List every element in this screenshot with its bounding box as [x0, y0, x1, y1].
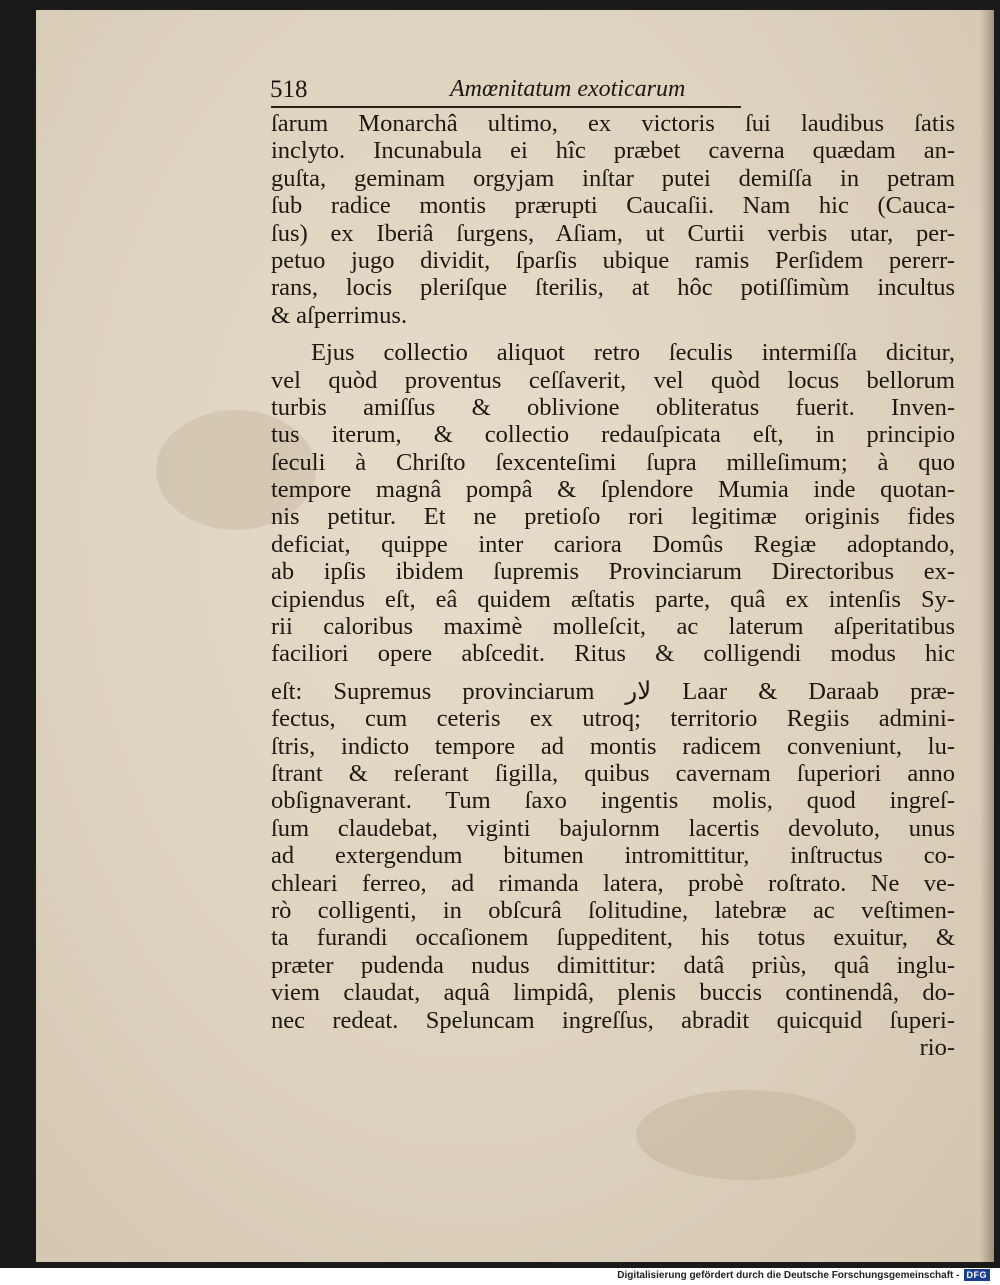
catchword: rio-	[919, 1033, 955, 1061]
text-line: turbis amiſſus & oblivione obliteratus fuerit. Inven-	[271, 393, 955, 421]
paper-stain	[636, 1090, 856, 1180]
text-line: obſignaverant. Tum ſaxo ingentis molis, quod ingreſ-	[271, 787, 955, 815]
body-text	[271, 110, 955, 1061]
text-line: petuo jugo dividit, ſparſis ubique ramis Perſidem pererr-	[271, 246, 955, 274]
header-rule	[271, 106, 741, 108]
text-line: cipiendus eſt, eâ quidem æſtatis parte, quâ ex intenſis Sy-	[271, 585, 955, 613]
text-line: tempore magnâ pompâ & ſplendore Mumia inde quotan-	[271, 476, 955, 504]
text-line: ſtrant & reſerant ſigilla, quibus cavernam ſuperiori anno	[271, 759, 955, 787]
text-line: ſeculi à Chriſto ſexcenteſimi ſupra milleſimum; à quo	[271, 448, 955, 476]
text-line: eſt: Supremus provinciarum لار Laar & Daraab præ-	[271, 677, 955, 705]
text-line: deficiat, quippe inter cariora Domûs Regiæ adoptando,	[271, 530, 955, 558]
text-line: tus iterum, & collectio redauſpicata eſt, in principio	[271, 421, 955, 449]
text-line: ſus) ex Iberiâ ſurgens, Aſiam, ut Curtii verbis utar, per-	[271, 219, 955, 247]
text-line: rans, locis pleriſque ſterilis, at hôc potiſſimùm incultus	[271, 274, 955, 302]
credit-text: Digitalisierung gefördert durch die Deutsche Forschungsgemeinschaft -	[617, 1269, 960, 1281]
text-line: rò colligenti, in obſcurâ ſolitudine, latebræ ac veſtimen-	[271, 896, 955, 924]
text-line: ſub radice montis prærupti Caucaſii. Nam hic (Cauca-	[271, 192, 955, 220]
text-line: fectus, cum ceteris ex utroq; territorio Regiis admini-	[271, 705, 955, 733]
running-header	[270, 72, 748, 106]
text-line: ſtris, indicto tempore ad montis radicem conveniunt, lu-	[271, 732, 955, 760]
running-title: Amœnitatum exoticarum	[450, 76, 686, 102]
text-line: ſarum Monarchâ ultimo, ex victoris ſui laudibus ſatis	[271, 110, 955, 137]
text-line: inclyto. Incunabula ei hîc præbet caverna quædam an-	[271, 137, 955, 165]
text-line: ad extergendum bitumen intromittitur, inſtructus co-	[271, 842, 955, 870]
text-line: viem claudat, aquâ limpidâ, plenis buccis continendâ, do-	[271, 979, 955, 1007]
text-line: guſta, geminam orgyjam inſtar putei demiſſa in petram	[271, 164, 955, 192]
text-line: præter pudenda nudus dimittitur: datâ priùs, quâ inglu-	[271, 951, 955, 979]
text-line: ab ipſis ibidem ſupremis Provinciarum Directoribus ex-	[271, 558, 955, 586]
text-line: vel quòd proventus ceſſaverit, vel quòd locus bellorum	[271, 366, 955, 394]
dfg-logo: DFG	[964, 1269, 991, 1281]
text-line: nis petitur. Et ne pretioſo rori legitimæ originis fides	[271, 503, 955, 531]
text-line: nec redeat. Speluncam ingreſſus, abradit quicquid ſuperi-	[271, 1006, 955, 1034]
text-line: ſum claudebat, viginti bajulornm lacertis devoluto, unus	[271, 814, 955, 842]
text-line: & aſperrimus.	[271, 301, 408, 329]
text-line: rii caloribus maximè molleſcit, ac laterum aſperitatibus	[271, 613, 955, 641]
page-gutter-shadow	[980, 10, 994, 1262]
page-number: 518	[270, 76, 308, 103]
paragraph-start-line: Ejus collectio aliquot retro ſeculis intermiſſa dicitur,	[311, 339, 955, 367]
digitization-credit	[617, 1269, 990, 1281]
text-line: chleari ferreo, ad rimanda latera, probè roſtrato. Ne ve-	[271, 869, 955, 897]
text-line: ta furandi occaſionem ſuppeditent, his totus exuitur, &	[271, 924, 955, 952]
text-line: faciliori opere abſcedit. Ritus & colligendi modus hic	[271, 640, 955, 668]
